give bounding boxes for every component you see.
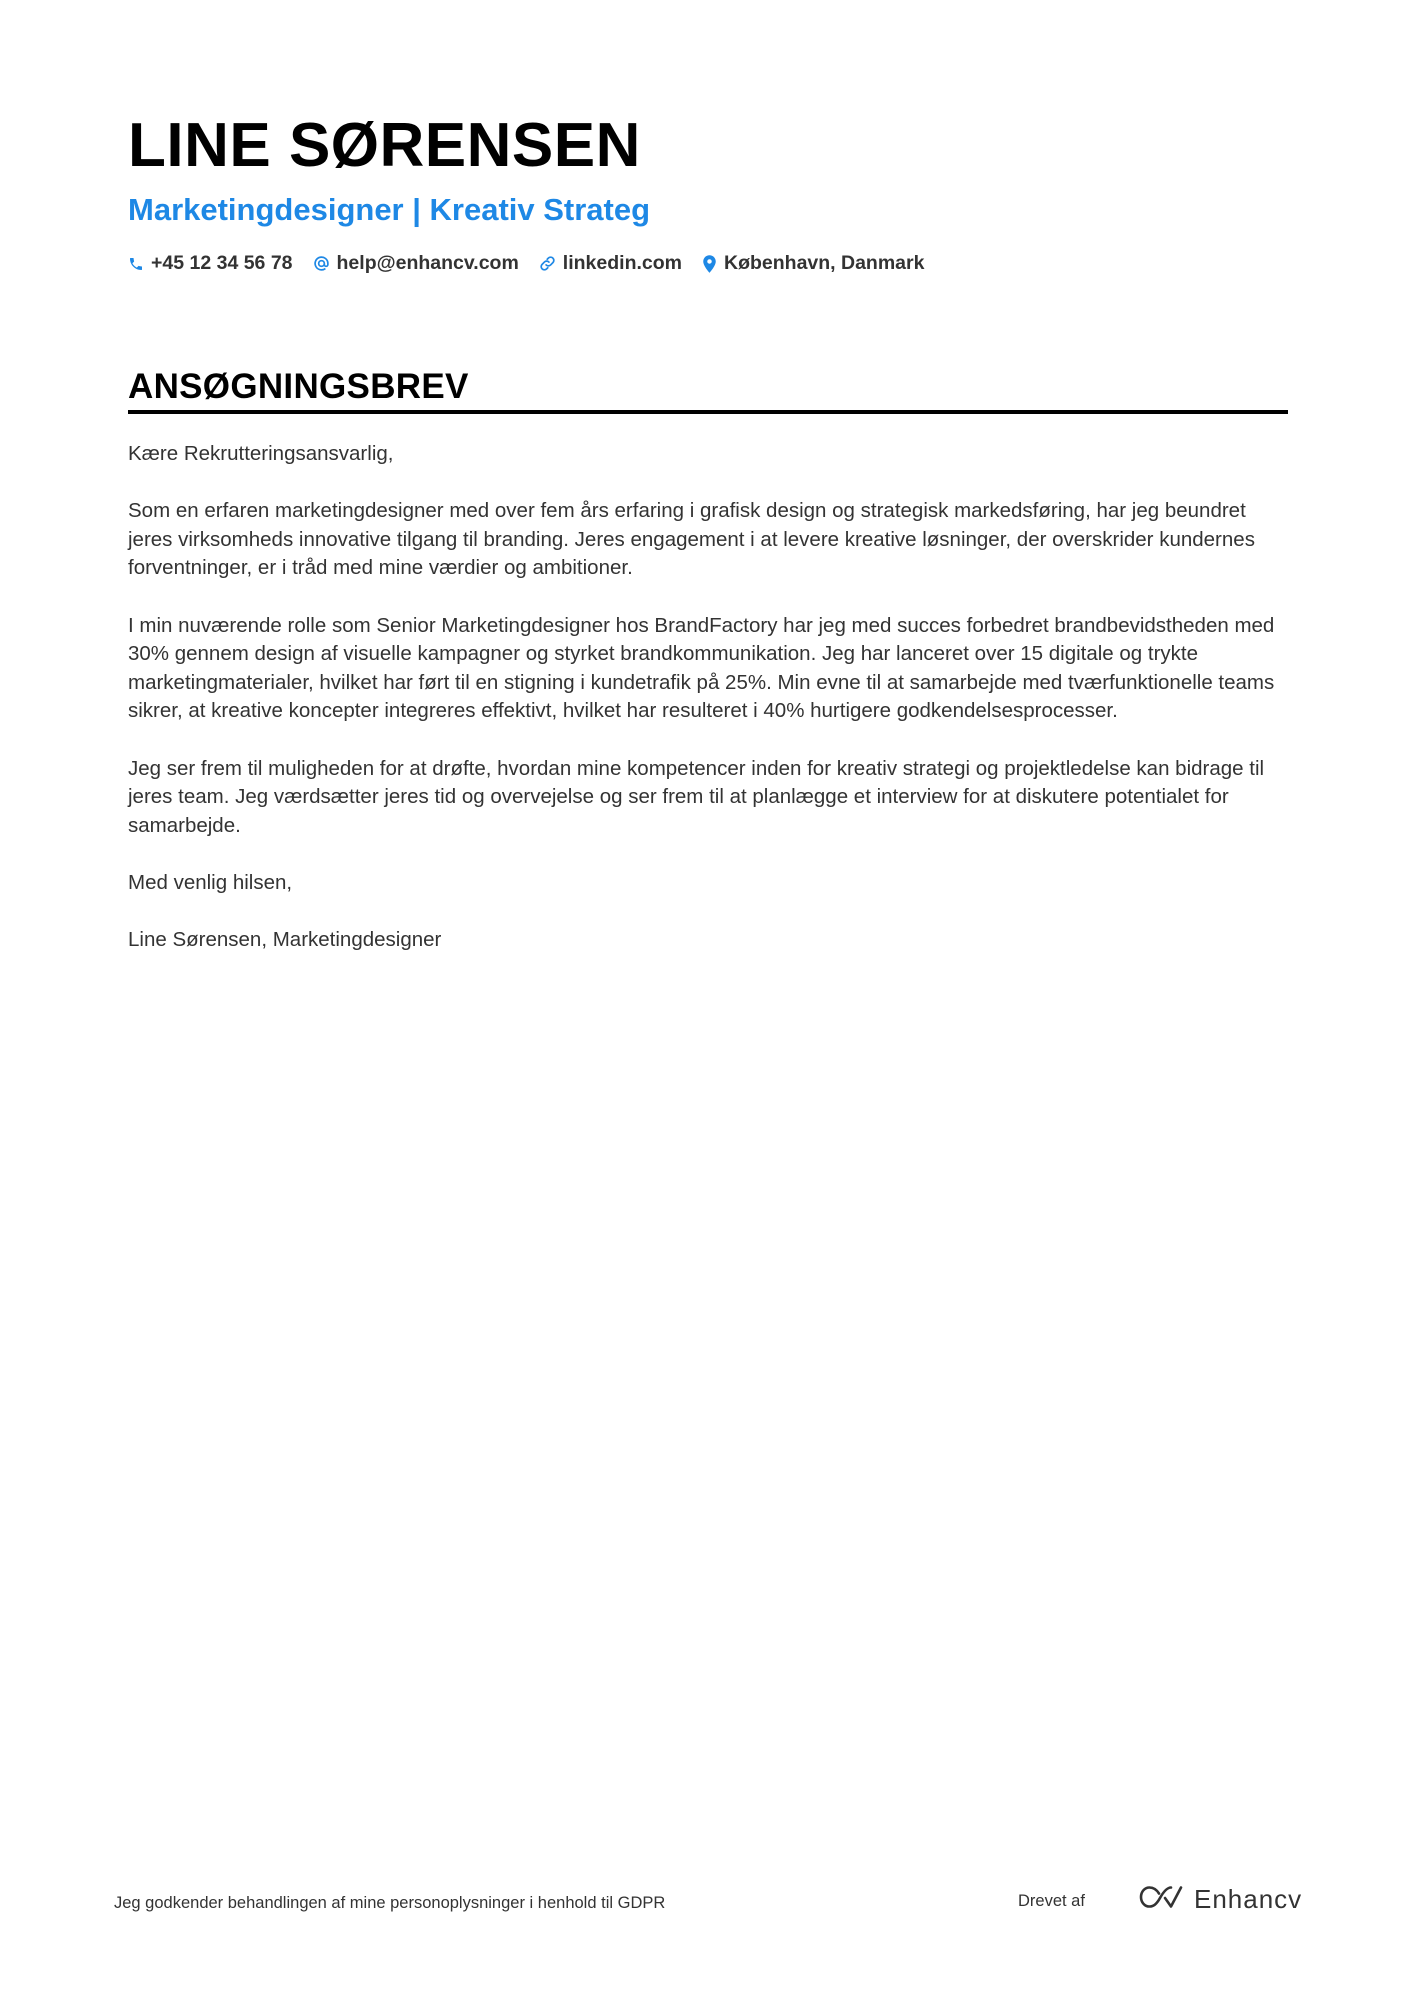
location-text: København, Danmark xyxy=(724,252,925,274)
phone-icon xyxy=(128,256,144,272)
brand-logo[interactable] xyxy=(1138,1884,1302,1915)
location-pin-icon xyxy=(702,255,717,273)
email-link[interactable]: help@enhancv.com xyxy=(336,252,519,274)
linkedin-link[interactable]: linkedin.com xyxy=(562,252,682,274)
letter-closing: Med venlig hilsen, xyxy=(128,870,293,894)
candidate-name: LINE SØRENSEN xyxy=(128,111,641,180)
letter-paragraph: I min nuværende rolle som Senior Marketingdesigner hos BrandFactory har jeg med succes forbedret brandbevidstheden med 30% gennem design af visuelle kampagner og styrket brandkommunikation. Jeg har lanceret over 15 digitale og trykte marketingmaterialer, hvilket har ført til en stigning i kundetrafik på 25%. Min evne til at samarbejde med tværfunktionelle teams sikrer, at kreative koncepter integreres effektivt, hvilket har resulteret i 40% hurtigere godkendelsesprocesser. xyxy=(128,613,1275,723)
contact-row xyxy=(128,252,1288,275)
header xyxy=(128,108,1288,275)
letter-body xyxy=(128,440,1288,983)
enhancv-logo-icon xyxy=(1138,1884,1184,1915)
contact-location xyxy=(702,252,924,275)
brand-name: Enhancv xyxy=(1194,1884,1303,1914)
letter-paragraph: Som en erfaren marketingdesigner med over fem års erfaring i grafisk design og strategisk markedsføring, har jeg beundret jeres virksomheds innovative tilgang til branding. Jeres engagement i at levere kreative løsninger, der overskrider kundernes forventninger, er i tråd med mine værdier og ambitioner. xyxy=(128,499,1255,580)
contact-linkedin xyxy=(539,252,682,275)
contact-email xyxy=(313,252,519,275)
contact-phone xyxy=(128,252,293,275)
at-icon xyxy=(313,255,330,272)
powered-by-label: Drevet af xyxy=(1018,1892,1085,1910)
letter-signature: Line Sørensen, Marketingdesigner xyxy=(128,928,442,952)
gdpr-consent-text: Jeg godkender behandlingen af mine personoplysninger i henhold til GDPR xyxy=(114,1894,666,1912)
link-icon xyxy=(539,255,556,272)
letter-greeting: Kære Rekrutteringsansvarlig, xyxy=(128,442,394,465)
section-divider xyxy=(128,410,1288,414)
section-title: ANSØGNINGSBREV xyxy=(128,367,469,406)
candidate-headline: Marketingdesigner | Kreativ Strateg xyxy=(128,192,651,227)
letter-paragraph: Jeg ser frem til muligheden for at drøfte, hvordan mine kompetencer inden for kreativ strategi og projektledelse kan bidrage til jeres team. Jeg værdsætter jeres tid og overvejelse og ser frem til at planlægge et interview for at diskutere potentialet for samarbejde. xyxy=(128,756,1265,837)
phone-text[interactable]: +45 12 34 56 78 xyxy=(151,252,293,274)
